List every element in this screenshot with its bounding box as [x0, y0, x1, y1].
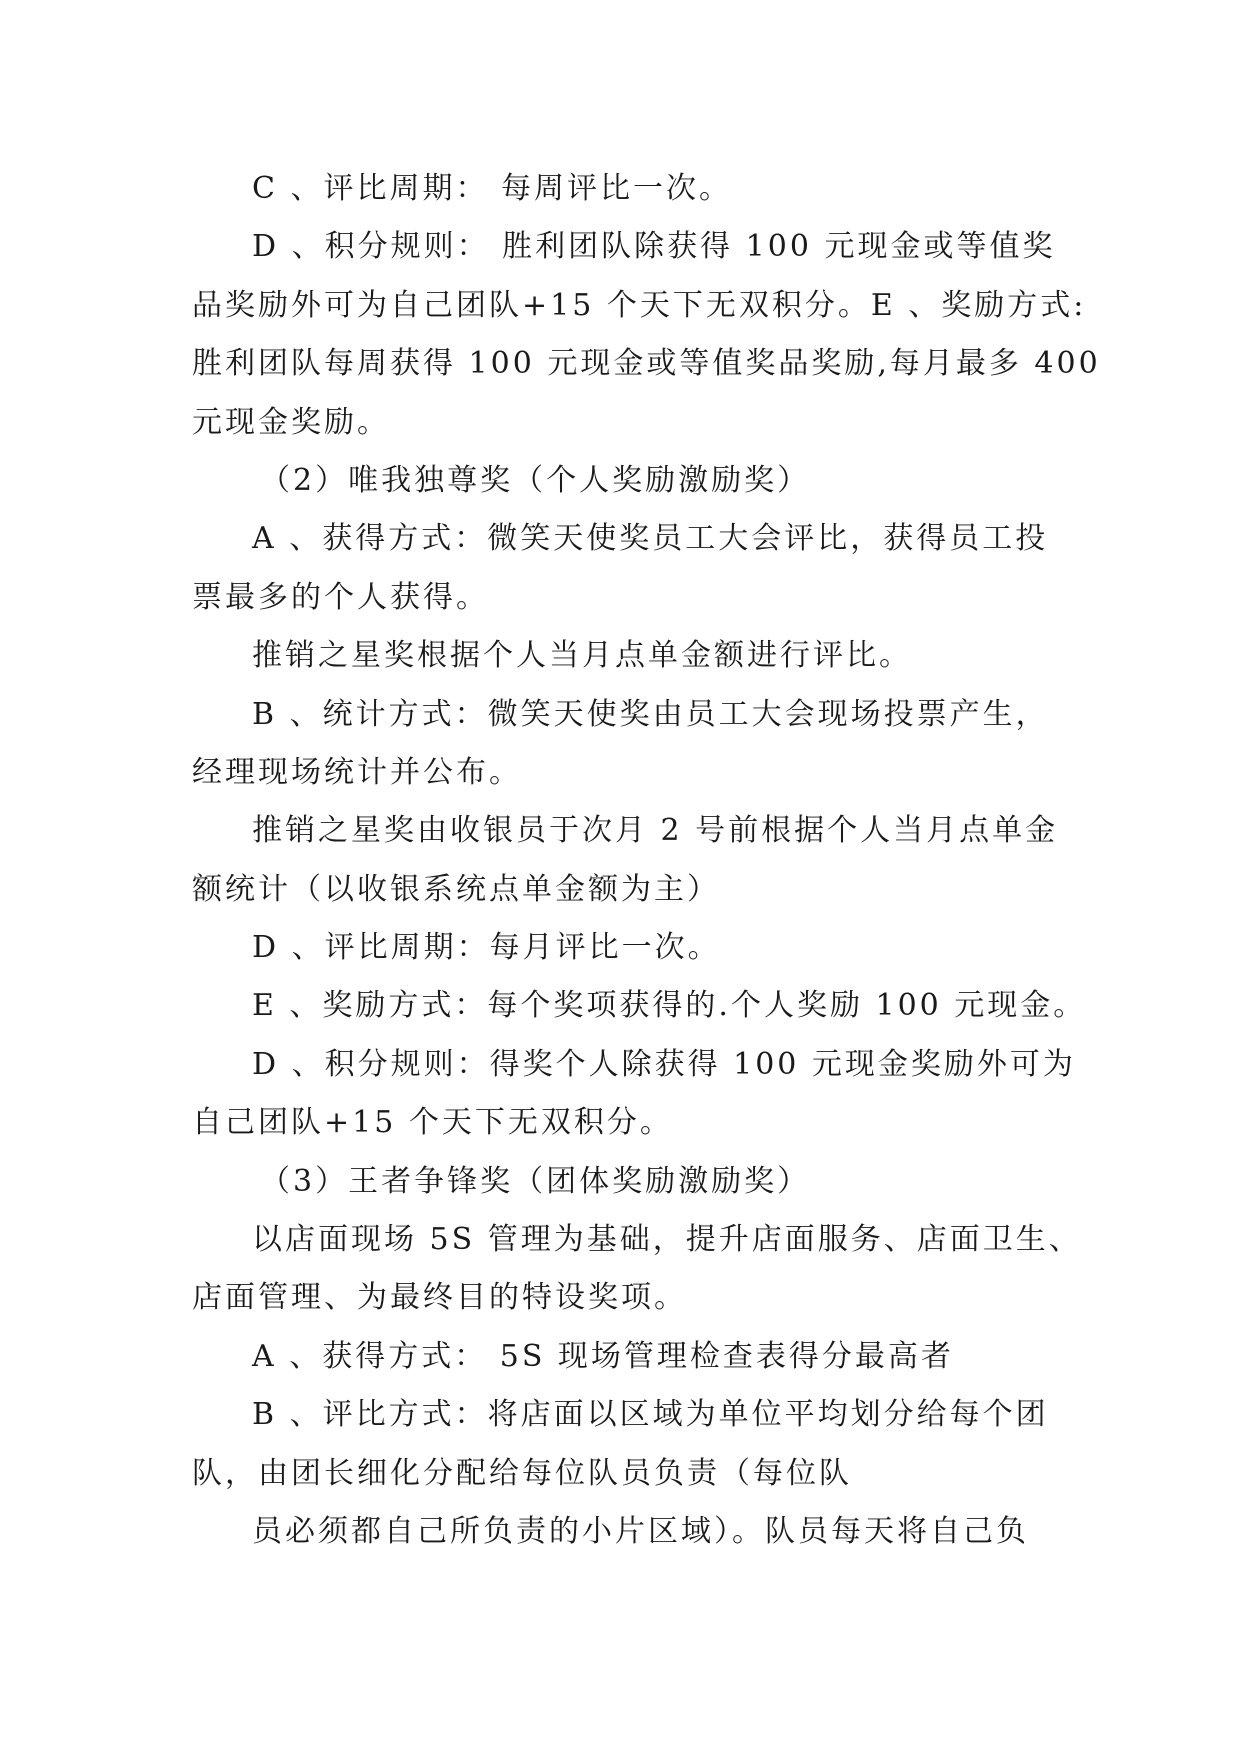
text-line: A 、获得方式： 5S 现场管理检查表得分最高者	[252, 1338, 954, 1374]
text-line: 队，由团长细化分配给每位队员负责（每位队	[192, 1455, 852, 1491]
text-line: 额统计（以收银系统点单金额为主）	[192, 871, 720, 907]
text-line: D 、积分规则： 胜利团队除获得 100 元现金或等值奖	[252, 229, 1056, 265]
text-line: 自己团队+15 个天下无双积分。	[192, 1105, 673, 1141]
text-line: 推销之星奖根据个人当月点单金额进行评比。	[252, 638, 912, 674]
text-line: C 、评比周期： 每周评比一次。	[252, 171, 733, 206]
text-line: B 、统计方式：微笑天使奖由员工大会现场投票产生，	[252, 696, 1049, 732]
text-line: 店面管理、为最终目的特设奖项。	[192, 1280, 687, 1316]
text-line: B 、评比方式：将店面以区域为单位平均划分给每个团	[252, 1397, 1049, 1433]
section-heading: （3）王者争锋奖（团体奖励激励奖）	[260, 1163, 811, 1199]
text-line: D 、评比周期：每月评比一次。	[252, 930, 721, 966]
document-body	[192, 160, 1101, 1561]
text-line: 经理现场统计并公布。	[192, 754, 522, 790]
text-line: 以店面现场 5S 管理为基础，提升店面服务、店面卫生、	[252, 1222, 1082, 1258]
text-line: 胜利团队每周获得 100 元现金或等值奖品奖励,每月最多 400	[192, 346, 1101, 382]
text-line: 推销之星奖由收银员于次月 2 号前根据个人当月点单金	[252, 813, 1059, 849]
text-line: 元现金奖励。	[192, 404, 390, 440]
section-heading: （2）唯我独尊奖（个人奖励激励奖）	[260, 462, 811, 498]
text-line: A 、获得方式：微笑天使奖员工大会评比，获得员工投	[252, 521, 1049, 557]
text-line: E 、奖励方式：每个奖项获得的.个人奖励 100 元现金。	[252, 988, 1087, 1024]
text-line: 品奖励外可为自己团队+15 个天下无双积分。E 、奖励方式:	[192, 287, 1087, 323]
text-line: D 、积分规则：得奖个人除获得 100 元现金奖励外可为	[252, 1046, 1076, 1082]
text-line: 员必须都自己所负责的小片区域）。队员每天将自己负	[252, 1513, 1029, 1549]
text-line: 票最多的个人获得。	[192, 579, 489, 615]
